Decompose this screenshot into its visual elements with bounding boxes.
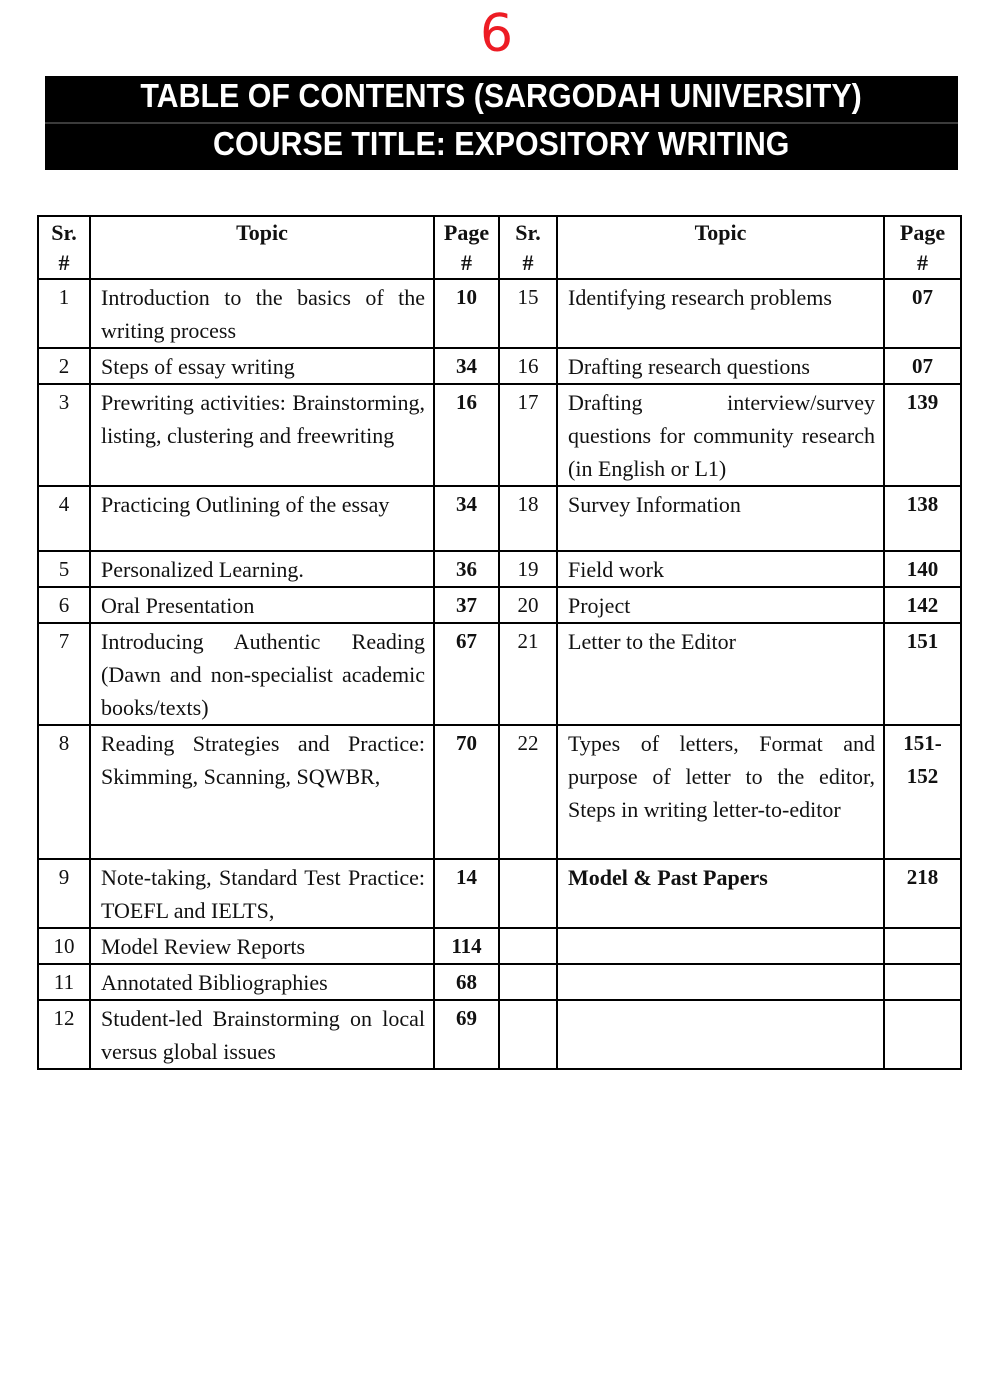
sr-cell: 17 — [499, 384, 557, 486]
table-row — [38, 859, 961, 928]
page-cell: 114 — [434, 928, 499, 964]
topic-cell: Identifying research problems — [557, 279, 884, 348]
hash-label: # — [58, 250, 70, 275]
table-row — [38, 928, 961, 964]
topic-label: Topic — [236, 220, 288, 245]
document-title: TABLE OF CONTENTS (SARGODAH UNIVERSITY) — [140, 77, 863, 114]
page-cell: 07 — [884, 348, 961, 384]
sr-cell: 12 — [38, 1000, 90, 1069]
topic-cell: Personalized Learning. — [90, 551, 434, 587]
page-cell: 37 — [434, 587, 499, 623]
table-row — [38, 348, 961, 384]
column-header-sr-left — [38, 216, 90, 279]
header-row — [38, 216, 961, 279]
sr-cell: 8 — [38, 725, 90, 859]
topic-label: Topic — [694, 220, 747, 245]
column-header-page-right — [884, 216, 961, 279]
topic-cell: Types of letters, Format and purpose of letter to the editor, Steps in writing letter-to-editor — [557, 725, 884, 859]
table-row — [38, 384, 961, 486]
hash-label: # — [917, 250, 928, 275]
sr-cell: 19 — [499, 551, 557, 587]
table-row — [38, 725, 961, 859]
table-row — [38, 587, 961, 623]
toc-table — [37, 215, 962, 1070]
column-header-topic-right — [557, 216, 884, 279]
topic-cell: Steps of essay writing — [90, 348, 434, 384]
page-cell: 139 — [884, 384, 961, 486]
table-row — [38, 1000, 961, 1069]
page-cell: 07 — [884, 279, 961, 348]
topic-cell — [557, 928, 884, 964]
topic-cell: Oral Presentation — [90, 587, 434, 623]
topic-cell: Survey Information — [557, 486, 884, 551]
topic-cell: Reading Strategies and Practice: Skimming, Scanning, SQWBR, — [90, 725, 434, 859]
sr-cell: 21 — [499, 623, 557, 725]
page-number: 6 — [479, 4, 514, 64]
table-row — [38, 279, 961, 348]
topic-cell: Drafting research questions — [557, 348, 884, 384]
sr-cell: 20 — [499, 587, 557, 623]
page-label: Page — [899, 220, 946, 245]
page-cell — [884, 1000, 961, 1069]
table-row — [38, 551, 961, 587]
topic-cell: Student-led Brainstorming on local versus global issues — [90, 1000, 434, 1069]
topic-cell: Letter to the Editor — [557, 623, 884, 725]
sr-cell: 22 — [499, 725, 557, 859]
sr-cell: 10 — [38, 928, 90, 964]
topic-cell: Introducing Authentic Reading (Dawn and non-specialist academic books/texts) — [90, 623, 434, 725]
topic-cell: Note-taking, Standard Test Practice: TOEFL and IELTS, — [90, 859, 434, 928]
sr-cell: 18 — [499, 486, 557, 551]
page-cell: 16 — [434, 384, 499, 486]
topic-cell: Field work — [557, 551, 884, 587]
table-row — [38, 623, 961, 725]
title-bar — [45, 76, 958, 170]
toc-table-header — [38, 216, 961, 279]
page-cell: 68 — [434, 964, 499, 1000]
sr-cell: 16 — [499, 348, 557, 384]
topic-cell — [557, 1000, 884, 1069]
toc-table-body — [38, 279, 961, 1069]
sr-label: Sr. — [51, 220, 77, 245]
sr-cell: 1 — [38, 279, 90, 348]
sr-cell: 6 — [38, 587, 90, 623]
title-line-2 — [45, 122, 958, 170]
sr-cell — [499, 928, 557, 964]
page-cell: 36 — [434, 551, 499, 587]
page-cell: 34 — [434, 348, 499, 384]
course-title: COURSE TITLE: EXPOSITORY WRITING — [213, 125, 790, 162]
sr-cell: 9 — [38, 859, 90, 928]
sr-cell — [499, 859, 557, 928]
topic-cell: Drafting interview/survey questions for community research (in English or L1) — [557, 384, 884, 486]
topic-cell: Introduction to the basics of the writing process — [90, 279, 434, 348]
page-cell: 14 — [434, 859, 499, 928]
page-cell — [884, 964, 961, 1000]
sr-label: Sr. — [515, 220, 541, 245]
sr-cell: 15 — [499, 279, 557, 348]
sr-cell — [499, 964, 557, 1000]
page-cell: 138 — [884, 486, 961, 551]
table-row — [38, 964, 961, 1000]
title-line-1 — [45, 76, 958, 122]
topic-cell: Annotated Bibliographies — [90, 964, 434, 1000]
topic-cell: Prewriting activities: Brainstorming, listing, clustering and freewriting — [90, 384, 434, 486]
page-cell: 67 — [434, 623, 499, 725]
page-cell: 70 — [434, 725, 499, 859]
topic-cell — [557, 964, 884, 1000]
sr-cell — [499, 1000, 557, 1069]
page-cell: 151-152 — [884, 725, 961, 859]
page-cell: 218 — [884, 859, 961, 928]
hash-label: # — [522, 250, 534, 275]
sr-cell: 3 — [38, 384, 90, 486]
topic-cell: Practicing Outlining of the essay — [90, 486, 434, 551]
page-cell: 69 — [434, 1000, 499, 1069]
topic-cell: Project — [557, 587, 884, 623]
sr-cell: 7 — [38, 623, 90, 725]
hash-label: # — [461, 250, 472, 275]
page-cell: 34 — [434, 486, 499, 551]
page-cell: 140 — [884, 551, 961, 587]
page-label: Page — [443, 220, 490, 245]
column-header-topic-left — [90, 216, 434, 279]
column-header-page-left — [434, 216, 499, 279]
page-cell: 151 — [884, 623, 961, 725]
sr-cell: 5 — [38, 551, 90, 587]
page-cell — [884, 928, 961, 964]
sr-cell: 4 — [38, 486, 90, 551]
page-cell: 142 — [884, 587, 961, 623]
page-cell: 10 — [434, 279, 499, 348]
table-row — [38, 486, 961, 551]
topic-cell: Model & Past Papers — [557, 859, 884, 928]
sr-cell: 2 — [38, 348, 90, 384]
sr-cell: 11 — [38, 964, 90, 1000]
column-header-sr-right — [499, 216, 557, 279]
topic-cell: Model Review Reports — [90, 928, 434, 964]
